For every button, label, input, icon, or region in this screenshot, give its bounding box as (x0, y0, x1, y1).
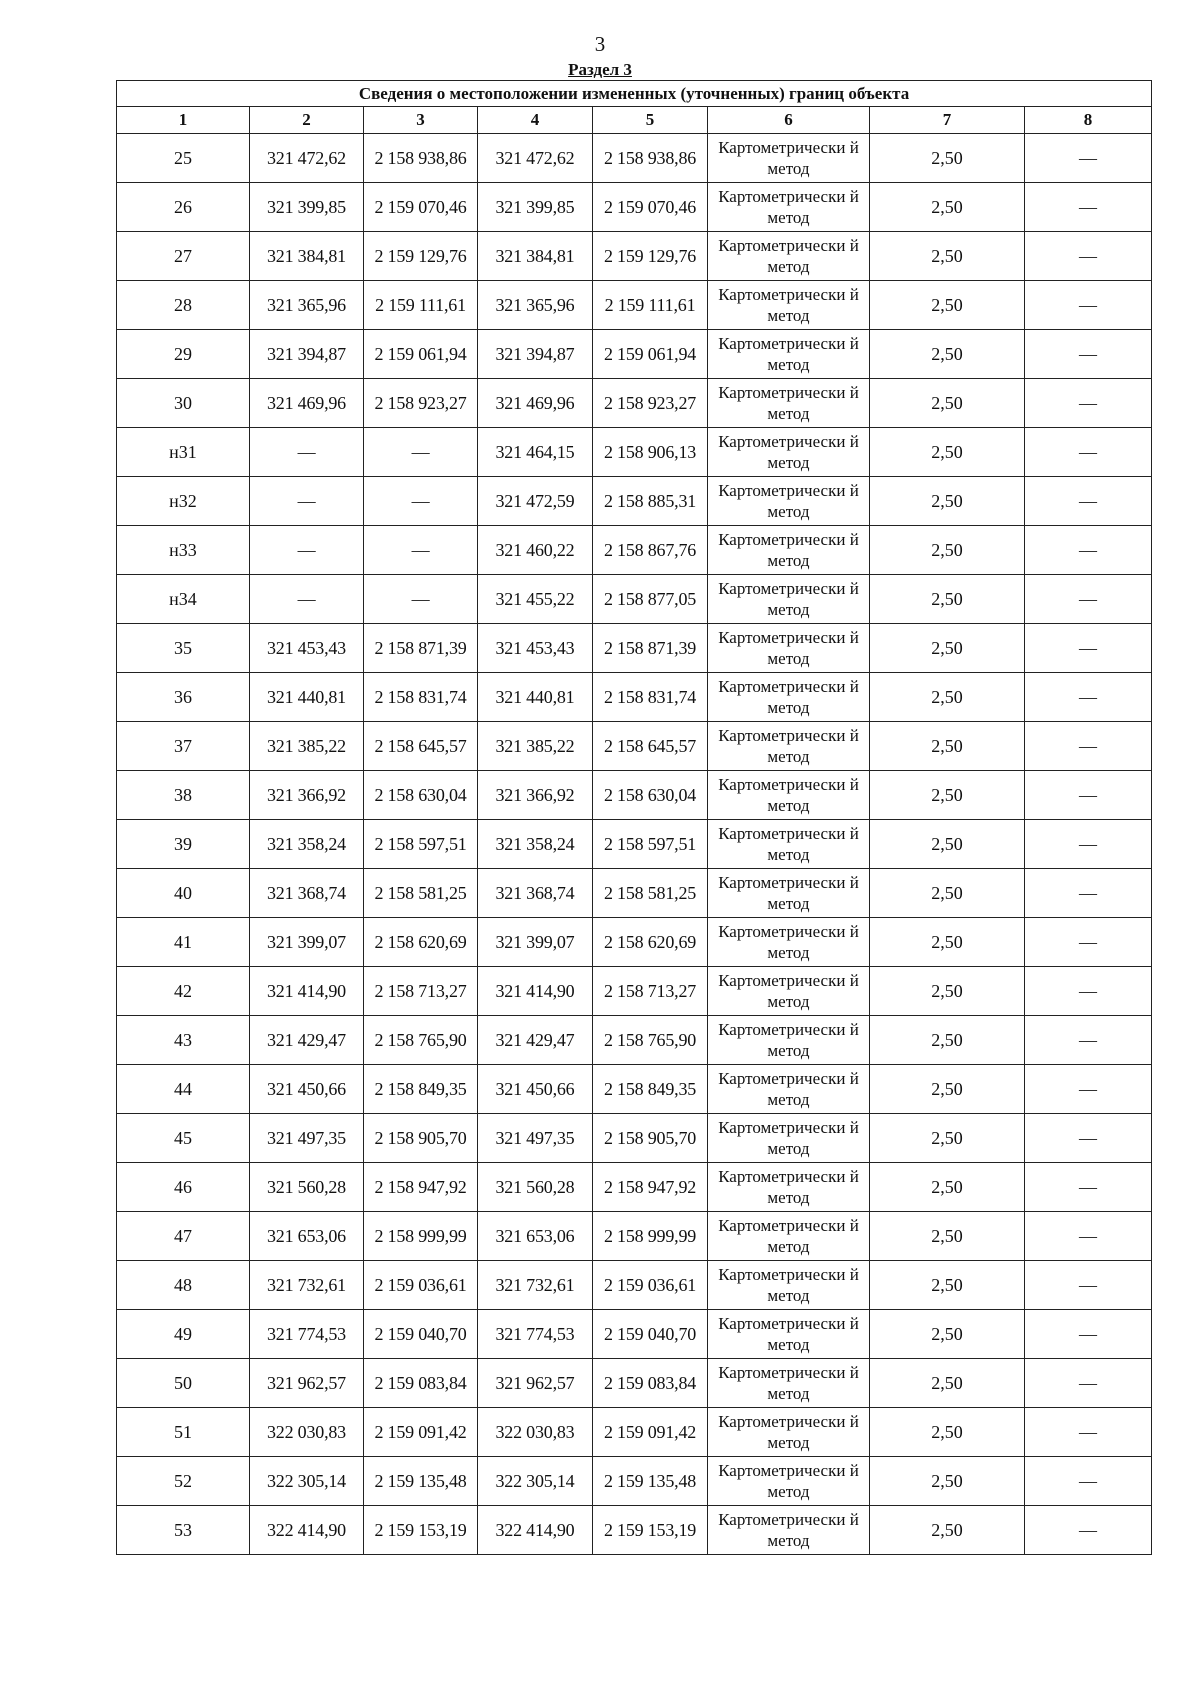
x-existing-cell: 321 366,92 (250, 771, 364, 820)
x-existing-cell: 321 472,62 (250, 134, 364, 183)
x-new-cell: 321 414,90 (478, 967, 593, 1016)
y-existing-cell: 2 159 153,19 (364, 1506, 478, 1555)
point-number-cell: н33 (117, 526, 250, 575)
x-existing-cell: 322 414,90 (250, 1506, 364, 1555)
point-number-cell: 29 (117, 330, 250, 379)
accuracy-cell: 2,50 (870, 477, 1025, 526)
x-new-cell: 321 732,61 (478, 1261, 593, 1310)
y-new-cell: 2 158 923,27 (593, 379, 708, 428)
y-existing-cell: 2 158 923,27 (364, 379, 478, 428)
point-number-cell: 36 (117, 673, 250, 722)
accuracy-cell: 2,50 (870, 1359, 1025, 1408)
table-row (117, 134, 1152, 183)
accuracy-cell: 2,50 (870, 918, 1025, 967)
x-new-cell: 321 962,57 (478, 1359, 593, 1408)
y-new-cell: 2 159 061,94 (593, 330, 708, 379)
x-existing-cell: 321 368,74 (250, 869, 364, 918)
method-cell: Картометрически й метод (708, 1114, 870, 1163)
y-new-cell: 2 158 871,39 (593, 624, 708, 673)
method-cell: Картометрически й метод (708, 134, 870, 183)
x-new-cell: 321 464,15 (478, 428, 593, 477)
table-row (117, 722, 1152, 771)
accuracy-cell: 2,50 (870, 428, 1025, 477)
accuracy-cell: 2,50 (870, 820, 1025, 869)
y-new-cell: 2 158 597,51 (593, 820, 708, 869)
y-existing-cell: 2 159 129,76 (364, 232, 478, 281)
column-number: 3 (364, 107, 478, 134)
x-existing-cell: 321 440,81 (250, 673, 364, 722)
y-existing-cell: 2 158 831,74 (364, 673, 478, 722)
column-number-row (117, 107, 1152, 134)
x-existing-cell: 321 384,81 (250, 232, 364, 281)
y-new-cell: 2 158 630,04 (593, 771, 708, 820)
table-row (117, 869, 1152, 918)
accuracy-cell: 2,50 (870, 1065, 1025, 1114)
y-existing-cell: — (364, 575, 478, 624)
x-new-cell: 321 460,22 (478, 526, 593, 575)
note-cell: — (1025, 1457, 1152, 1506)
y-existing-cell: 2 158 645,57 (364, 722, 478, 771)
x-new-cell: 321 774,53 (478, 1310, 593, 1359)
accuracy-cell: 2,50 (870, 183, 1025, 232)
method-cell: Картометрически й метод (708, 967, 870, 1016)
note-cell: — (1025, 1212, 1152, 1261)
y-existing-cell: 2 158 999,99 (364, 1212, 478, 1261)
x-new-cell: 321 368,74 (478, 869, 593, 918)
column-number: 5 (593, 107, 708, 134)
accuracy-cell: 2,50 (870, 722, 1025, 771)
accuracy-cell: 2,50 (870, 1016, 1025, 1065)
x-new-cell: 322 030,83 (478, 1408, 593, 1457)
accuracy-cell: 2,50 (870, 1212, 1025, 1261)
note-cell: — (1025, 1506, 1152, 1555)
accuracy-cell: 2,50 (870, 232, 1025, 281)
method-cell: Картометрически й метод (708, 1163, 870, 1212)
method-cell: Картометрически й метод (708, 526, 870, 575)
note-cell: — (1025, 1408, 1152, 1457)
method-cell: Картометрически й метод (708, 281, 870, 330)
x-new-cell: 321 453,43 (478, 624, 593, 673)
note-cell: — (1025, 1016, 1152, 1065)
point-number-cell: 42 (117, 967, 250, 1016)
y-existing-cell: 2 159 091,42 (364, 1408, 478, 1457)
table-row (117, 771, 1152, 820)
x-existing-cell: 321 469,96 (250, 379, 364, 428)
method-cell: Картометрически й метод (708, 1212, 870, 1261)
y-existing-cell: 2 158 871,39 (364, 624, 478, 673)
method-cell: Картометрически й метод (708, 1261, 870, 1310)
x-new-cell: 321 399,07 (478, 918, 593, 967)
method-cell: Картометрически й метод (708, 575, 870, 624)
y-new-cell: 2 158 947,92 (593, 1163, 708, 1212)
accuracy-cell: 2,50 (870, 526, 1025, 575)
y-new-cell: 2 159 091,42 (593, 1408, 708, 1457)
y-new-cell: 2 159 111,61 (593, 281, 708, 330)
note-cell: — (1025, 183, 1152, 232)
x-new-cell: 321 450,66 (478, 1065, 593, 1114)
method-cell: Картометрически й метод (708, 1457, 870, 1506)
point-number-cell: 27 (117, 232, 250, 281)
method-cell: Картометрически й метод (708, 722, 870, 771)
x-existing-cell: — (250, 477, 364, 526)
note-cell: — (1025, 820, 1152, 869)
accuracy-cell: 2,50 (870, 1408, 1025, 1457)
method-cell: Картометрически й метод (708, 183, 870, 232)
method-cell: Картометрически й метод (708, 869, 870, 918)
table-row (117, 820, 1152, 869)
accuracy-cell: 2,50 (870, 771, 1025, 820)
table-row (117, 183, 1152, 232)
note-cell: — (1025, 967, 1152, 1016)
accuracy-cell: 2,50 (870, 1310, 1025, 1359)
x-existing-cell: 321 399,85 (250, 183, 364, 232)
accuracy-cell: 2,50 (870, 1163, 1025, 1212)
table-caption: Сведения о местоположении измененных (уточненных) границ объекта (117, 81, 1152, 107)
note-cell: — (1025, 232, 1152, 281)
method-cell: Картометрически й метод (708, 1065, 870, 1114)
method-cell: Картометрически й метод (708, 624, 870, 673)
x-new-cell: 321 384,81 (478, 232, 593, 281)
y-existing-cell: 2 158 581,25 (364, 869, 478, 918)
y-existing-cell: 2 158 713,27 (364, 967, 478, 1016)
column-number: 1 (117, 107, 250, 134)
point-number-cell: 41 (117, 918, 250, 967)
y-new-cell: 2 158 849,35 (593, 1065, 708, 1114)
point-number-cell: 38 (117, 771, 250, 820)
accuracy-cell: 2,50 (870, 379, 1025, 428)
note-cell: — (1025, 526, 1152, 575)
x-new-cell: 321 394,87 (478, 330, 593, 379)
method-cell: Картометрически й метод (708, 477, 870, 526)
x-new-cell: 321 429,47 (478, 1016, 593, 1065)
x-existing-cell: 321 962,57 (250, 1359, 364, 1408)
y-new-cell: 2 158 938,86 (593, 134, 708, 183)
note-cell: — (1025, 1310, 1152, 1359)
table-row (117, 526, 1152, 575)
point-number-cell: 43 (117, 1016, 250, 1065)
note-cell: — (1025, 918, 1152, 967)
note-cell: — (1025, 428, 1152, 477)
column-number: 4 (478, 107, 593, 134)
x-existing-cell: — (250, 526, 364, 575)
y-existing-cell: 2 158 597,51 (364, 820, 478, 869)
point-number-cell: н34 (117, 575, 250, 624)
note-cell: — (1025, 673, 1152, 722)
y-existing-cell: — (364, 477, 478, 526)
method-cell: Картометрически й метод (708, 330, 870, 379)
accuracy-cell: 2,50 (870, 967, 1025, 1016)
y-new-cell: 2 158 999,99 (593, 1212, 708, 1261)
x-new-cell: 322 305,14 (478, 1457, 593, 1506)
x-new-cell: 321 560,28 (478, 1163, 593, 1212)
table-row (117, 281, 1152, 330)
y-existing-cell: 2 158 620,69 (364, 918, 478, 967)
y-new-cell: 2 159 135,48 (593, 1457, 708, 1506)
y-new-cell: 2 159 083,84 (593, 1359, 708, 1408)
table-row (117, 428, 1152, 477)
y-new-cell: 2 159 070,46 (593, 183, 708, 232)
accuracy-cell: 2,50 (870, 134, 1025, 183)
method-cell: Картометрически й метод (708, 1359, 870, 1408)
table-row (117, 673, 1152, 722)
note-cell: — (1025, 869, 1152, 918)
table-row (117, 1457, 1152, 1506)
page-number: 3 (594, 32, 606, 56)
note-cell: — (1025, 722, 1152, 771)
y-new-cell: 2 158 620,69 (593, 918, 708, 967)
x-existing-cell: 321 429,47 (250, 1016, 364, 1065)
table-row (117, 1310, 1152, 1359)
point-number-cell: 50 (117, 1359, 250, 1408)
y-new-cell: 2 158 905,70 (593, 1114, 708, 1163)
note-cell: — (1025, 134, 1152, 183)
x-existing-cell: 321 385,22 (250, 722, 364, 771)
point-number-cell: 28 (117, 281, 250, 330)
table-row (117, 1506, 1152, 1555)
x-existing-cell: 322 030,83 (250, 1408, 364, 1457)
point-number-cell: н32 (117, 477, 250, 526)
x-new-cell: 321 385,22 (478, 722, 593, 771)
accuracy-cell: 2,50 (870, 1261, 1025, 1310)
method-cell: Картометрически й метод (708, 771, 870, 820)
method-cell: Картометрически й метод (708, 820, 870, 869)
x-existing-cell: 321 774,53 (250, 1310, 364, 1359)
note-cell: — (1025, 1065, 1152, 1114)
point-number-cell: 49 (117, 1310, 250, 1359)
point-number-cell: 48 (117, 1261, 250, 1310)
column-number: 7 (870, 107, 1025, 134)
point-number-cell: 40 (117, 869, 250, 918)
x-new-cell: 321 472,59 (478, 477, 593, 526)
table-row (117, 379, 1152, 428)
y-existing-cell: 2 158 849,35 (364, 1065, 478, 1114)
section-title: Раздел 3 (568, 60, 632, 79)
note-cell: — (1025, 1359, 1152, 1408)
x-new-cell: 321 497,35 (478, 1114, 593, 1163)
x-new-cell: 321 358,24 (478, 820, 593, 869)
method-cell: Картометрически й метод (708, 1016, 870, 1065)
point-number-cell: 26 (117, 183, 250, 232)
note-cell: — (1025, 477, 1152, 526)
point-number-cell: 46 (117, 1163, 250, 1212)
accuracy-cell: 2,50 (870, 624, 1025, 673)
point-number-cell: 35 (117, 624, 250, 673)
y-new-cell: 2 159 129,76 (593, 232, 708, 281)
table-row (117, 1016, 1152, 1065)
y-existing-cell: 2 159 070,46 (364, 183, 478, 232)
y-new-cell: 2 158 581,25 (593, 869, 708, 918)
x-new-cell: 321 653,06 (478, 1212, 593, 1261)
column-number: 2 (250, 107, 364, 134)
y-existing-cell: 2 159 083,84 (364, 1359, 478, 1408)
note-cell: — (1025, 575, 1152, 624)
x-existing-cell: 321 394,87 (250, 330, 364, 379)
y-new-cell: 2 158 885,31 (593, 477, 708, 526)
x-new-cell: 321 399,85 (478, 183, 593, 232)
table-row (117, 330, 1152, 379)
column-number: 6 (708, 107, 870, 134)
table-row (117, 1359, 1152, 1408)
table-row (117, 1114, 1152, 1163)
x-existing-cell: 321 497,35 (250, 1114, 364, 1163)
x-new-cell: 321 440,81 (478, 673, 593, 722)
x-existing-cell: 321 732,61 (250, 1261, 364, 1310)
x-existing-cell: 321 399,07 (250, 918, 364, 967)
method-cell: Картометрически й метод (708, 379, 870, 428)
x-existing-cell: 321 653,06 (250, 1212, 364, 1261)
accuracy-cell: 2,50 (870, 869, 1025, 918)
point-number-cell: 51 (117, 1408, 250, 1457)
table-row (117, 477, 1152, 526)
note-cell: — (1025, 1114, 1152, 1163)
y-new-cell: 2 159 040,70 (593, 1310, 708, 1359)
point-number-cell: 47 (117, 1212, 250, 1261)
note-cell: — (1025, 1163, 1152, 1212)
y-existing-cell: 2 158 765,90 (364, 1016, 478, 1065)
note-cell: — (1025, 281, 1152, 330)
x-existing-cell: 322 305,14 (250, 1457, 364, 1506)
y-existing-cell: 2 158 938,86 (364, 134, 478, 183)
table-row (117, 918, 1152, 967)
table-row (117, 1408, 1152, 1457)
accuracy-cell: 2,50 (870, 281, 1025, 330)
table-row (117, 1065, 1152, 1114)
method-cell: Картометрически й метод (708, 1408, 870, 1457)
point-number-cell: 53 (117, 1506, 250, 1555)
note-cell: — (1025, 771, 1152, 820)
accuracy-cell: 2,50 (870, 673, 1025, 722)
method-cell: Картометрически й метод (708, 232, 870, 281)
point-number-cell: 25 (117, 134, 250, 183)
point-number-cell: 45 (117, 1114, 250, 1163)
y-existing-cell: — (364, 526, 478, 575)
y-new-cell: 2 158 867,76 (593, 526, 708, 575)
x-existing-cell: 321 414,90 (250, 967, 364, 1016)
point-number-cell: 44 (117, 1065, 250, 1114)
x-new-cell: 321 472,62 (478, 134, 593, 183)
y-new-cell: 2 159 153,19 (593, 1506, 708, 1555)
accuracy-cell: 2,50 (870, 1114, 1025, 1163)
coordinates-table (116, 80, 1152, 1555)
method-cell: Картометрически й метод (708, 1310, 870, 1359)
accuracy-cell: 2,50 (870, 1506, 1025, 1555)
note-cell: — (1025, 1261, 1152, 1310)
note-cell: — (1025, 379, 1152, 428)
x-existing-cell: 321 365,96 (250, 281, 364, 330)
table-row (117, 624, 1152, 673)
accuracy-cell: 2,50 (870, 575, 1025, 624)
point-number-cell: 52 (117, 1457, 250, 1506)
point-number-cell: н31 (117, 428, 250, 477)
y-new-cell: 2 159 036,61 (593, 1261, 708, 1310)
point-number-cell: 39 (117, 820, 250, 869)
x-new-cell: 322 414,90 (478, 1506, 593, 1555)
y-existing-cell: 2 159 040,70 (364, 1310, 478, 1359)
y-existing-cell: 2 159 111,61 (364, 281, 478, 330)
table-caption-row (117, 81, 1152, 107)
y-existing-cell: 2 159 061,94 (364, 330, 478, 379)
y-existing-cell: 2 158 947,92 (364, 1163, 478, 1212)
accuracy-cell: 2,50 (870, 330, 1025, 379)
y-existing-cell: 2 159 036,61 (364, 1261, 478, 1310)
y-existing-cell: 2 158 630,04 (364, 771, 478, 820)
x-existing-cell: 321 358,24 (250, 820, 364, 869)
method-cell: Картометрически й метод (708, 428, 870, 477)
x-existing-cell: 321 453,43 (250, 624, 364, 673)
accuracy-cell: 2,50 (870, 1457, 1025, 1506)
table-row (117, 1212, 1152, 1261)
table-row (117, 967, 1152, 1016)
method-cell: Картометрически й метод (708, 1506, 870, 1555)
note-cell: — (1025, 330, 1152, 379)
x-new-cell: 321 469,96 (478, 379, 593, 428)
point-number-cell: 30 (117, 379, 250, 428)
x-new-cell: 321 455,22 (478, 575, 593, 624)
y-new-cell: 2 158 831,74 (593, 673, 708, 722)
table-body (117, 134, 1152, 1555)
x-existing-cell: 321 450,66 (250, 1065, 364, 1114)
y-new-cell: 2 158 713,27 (593, 967, 708, 1016)
y-existing-cell: 2 158 905,70 (364, 1114, 478, 1163)
note-cell: — (1025, 624, 1152, 673)
y-existing-cell: — (364, 428, 478, 477)
x-existing-cell: — (250, 428, 364, 477)
y-new-cell: 2 158 765,90 (593, 1016, 708, 1065)
x-new-cell: 321 365,96 (478, 281, 593, 330)
point-number-cell: 37 (117, 722, 250, 771)
table-row (117, 1163, 1152, 1212)
method-cell: Картометрически й метод (708, 918, 870, 967)
x-new-cell: 321 366,92 (478, 771, 593, 820)
column-number: 8 (1025, 107, 1152, 134)
x-existing-cell: — (250, 575, 364, 624)
x-existing-cell: 321 560,28 (250, 1163, 364, 1212)
y-new-cell: 2 158 877,05 (593, 575, 708, 624)
method-cell: Картометрически й метод (708, 673, 870, 722)
y-new-cell: 2 158 645,57 (593, 722, 708, 771)
table-row (117, 575, 1152, 624)
table-row (117, 1261, 1152, 1310)
table-row (117, 232, 1152, 281)
y-new-cell: 2 158 906,13 (593, 428, 708, 477)
y-existing-cell: 2 159 135,48 (364, 1457, 478, 1506)
